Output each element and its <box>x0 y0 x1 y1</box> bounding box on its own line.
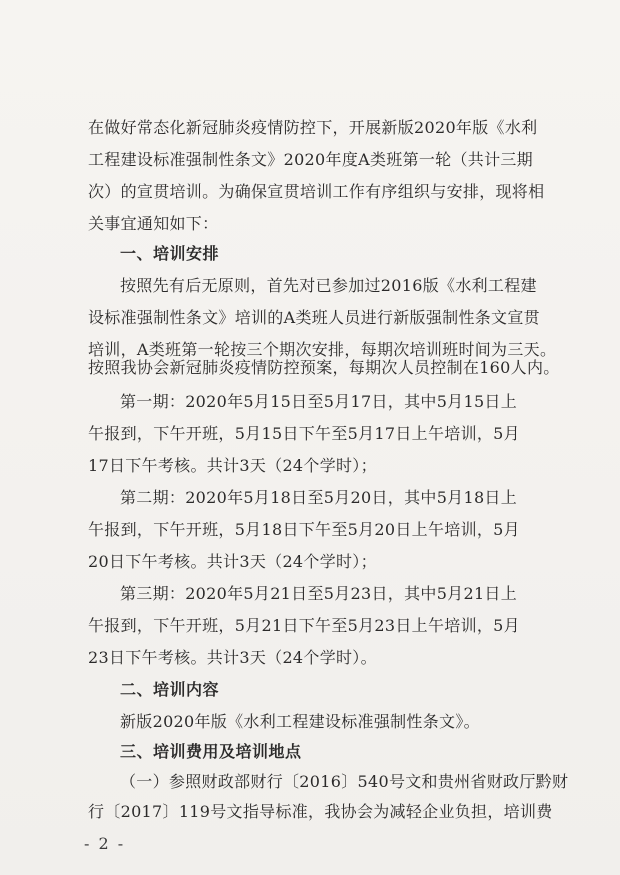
section-heading-training-content: 二、培训内容 <box>120 680 220 699</box>
period1-line-1: 第一期：2020年5月15日至5月17日，其中5月15日上 <box>120 392 518 411</box>
intro-line-2: 工程建设标准强制性条文》2020年度A类班第一轮（共计三期 <box>88 150 533 169</box>
period2-line-3: 20日下午考核。共计3天（24个学时）； <box>88 552 377 571</box>
section-heading-training-arrangement: 一、培训安排 <box>120 244 220 263</box>
period3-line-3: 23日下午考核。共计3天（24个学时）。 <box>88 648 377 667</box>
s3-para-line-2: 行〔2017〕119号文指导标准，我协会为减轻企业负担，培训费 <box>88 802 553 821</box>
period2-line-1: 第二期：2020年5月18日至5月20日，其中5月18日上 <box>120 488 518 507</box>
period2-line-2: 午报到，下午开班，5月18日下午至5月20日上午培训，5月 <box>88 520 520 539</box>
period3-line-1: 第三期：2020年5月21日至5月23日，其中5月21日上 <box>120 584 518 603</box>
page-number: - 2 - <box>84 834 126 853</box>
s2-para: 新版2020年版《水利工程建设标准强制性条文》。 <box>120 712 480 731</box>
period1-line-3: 17日下午考核。共计3天（24个学时）； <box>88 456 377 475</box>
s3-para-line-1: （一）参照财政部财行〔2016〕540号文和贵州省财政厅黔财 <box>120 772 569 791</box>
s1-para-line-2: 设标准强制性条文》培训的A类班人员进行新版强制性条文宣贯 <box>88 308 540 327</box>
intro-line-4: 关事宜通知如下： <box>88 214 219 233</box>
s1-para-line-1: 按照先有后无原则，首先对已参加过2016版《水利工程建 <box>120 276 537 295</box>
intro-line-1: 在做好常态化新冠肺炎疫情防控下，开展新版2020年版《水利 <box>88 118 538 137</box>
s1-para-line-4: 按照我协会新冠肺炎疫情防控预案，每期次人员控制在160人内。 <box>88 358 560 377</box>
intro-line-3: 次）的宣贯培训。为确保宣贯培训工作有序组织与安排，现将相 <box>88 182 545 201</box>
period1-line-2: 午报到，下午开班，5月15日下午至5月17日上午培训，5月 <box>88 424 520 443</box>
s1-para-line-3: 培训，A类班第一轮按三个期次安排，每期次培训班时间为三天。 <box>88 340 557 359</box>
section-heading-fees-location: 三、培训费用及培训地点 <box>120 742 302 761</box>
period3-line-2: 午报到，下午开班，5月21日下午至5月23日上午培训，5月 <box>88 616 520 635</box>
